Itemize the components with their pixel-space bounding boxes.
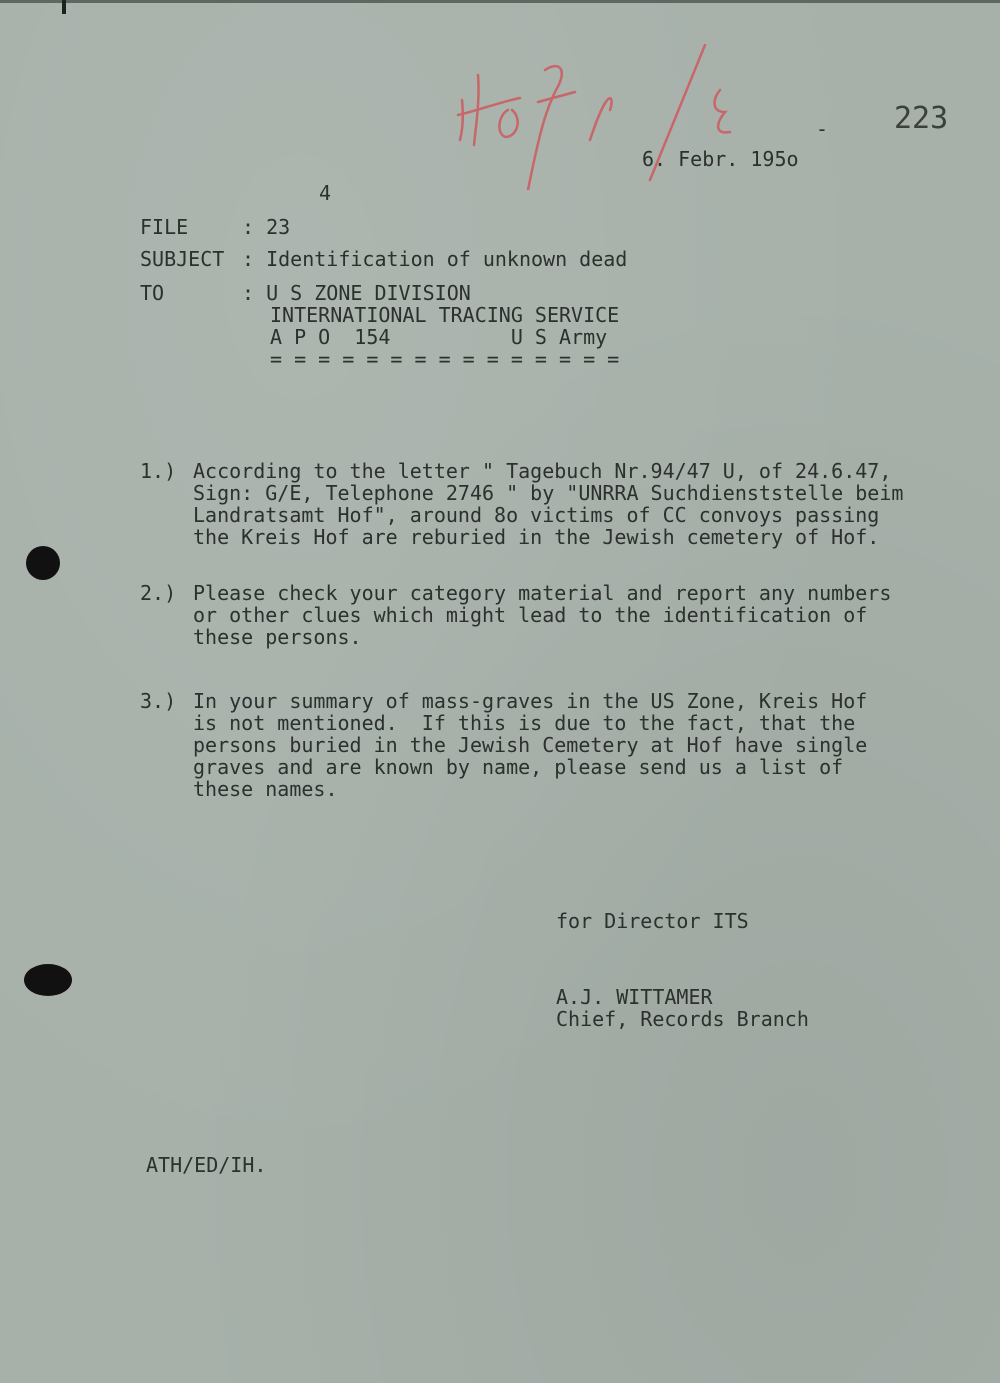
to-address-underline: = = = = = = = = = = = = = = = (270, 347, 620, 371)
paragraph-line: is not mentioned. If this is due to the fact, that the (193, 711, 856, 735)
to-address-line: A P O 154 U S Army (270, 325, 608, 349)
signoff: for Director ITS (556, 909, 749, 933)
to-label: TO (140, 281, 165, 305)
paragraph-line: Sign: G/E, Telephone 2746 " by "UNRRA Suchdienststelle beim (193, 481, 904, 505)
paragraph-number: 2.) (140, 581, 177, 605)
paragraph-line: these names. (193, 777, 338, 801)
reference-initials: ATH/ED/IH. (146, 1153, 267, 1177)
paragraph-line: the Kreis Hof are reburied in the Jewish cemetery of Hof. (193, 525, 880, 549)
file-value: : 23 (242, 215, 291, 239)
to-address-line: : U S ZONE DIVISION (242, 281, 471, 305)
paragraph-line: According to the letter " Tagebuch Nr.94/47 U, of 24.6.47, (193, 459, 892, 483)
letter-date: 6. Febr. 195o (642, 147, 799, 171)
punch-hole (26, 546, 60, 580)
subject-value: : Identification of unknown dead (242, 247, 628, 271)
subject-label: SUBJECT (140, 247, 225, 271)
file-extra-number: 4 (319, 181, 332, 205)
signer-title: Chief, Records Branch (556, 1007, 809, 1031)
paragraph-line: these persons. (193, 625, 362, 649)
paragraph-number: 1.) (140, 459, 177, 483)
paragraph-line: Landratsamt Hof", around 8o victims of CC convoys passing (193, 503, 880, 527)
punch-hole (24, 964, 72, 996)
file-label: FILE (140, 215, 189, 239)
paragraph-number: 3.) (140, 689, 177, 713)
paragraph-line: persons buried in the Jewish Cemetery at Hof have single (193, 733, 868, 757)
to-address-line: INTERNATIONAL TRACING SERVICE (270, 303, 620, 327)
paragraph-line: or other clues which might lead to the identification of (193, 603, 868, 627)
page-number: 223 (894, 101, 949, 136)
paragraph-line: Please check your category material and report any numbers (193, 581, 892, 605)
page-mark: - (816, 117, 829, 141)
signer-name: A.J. WITTAMER (556, 985, 713, 1009)
paragraph-line: graves and are known by name, please send us a list of (193, 755, 844, 779)
paragraph-line: In your summary of mass-graves in the US Zone, Kreis Hof (193, 689, 868, 713)
corner-mark (62, 0, 66, 14)
top-edge (0, 0, 1000, 3)
